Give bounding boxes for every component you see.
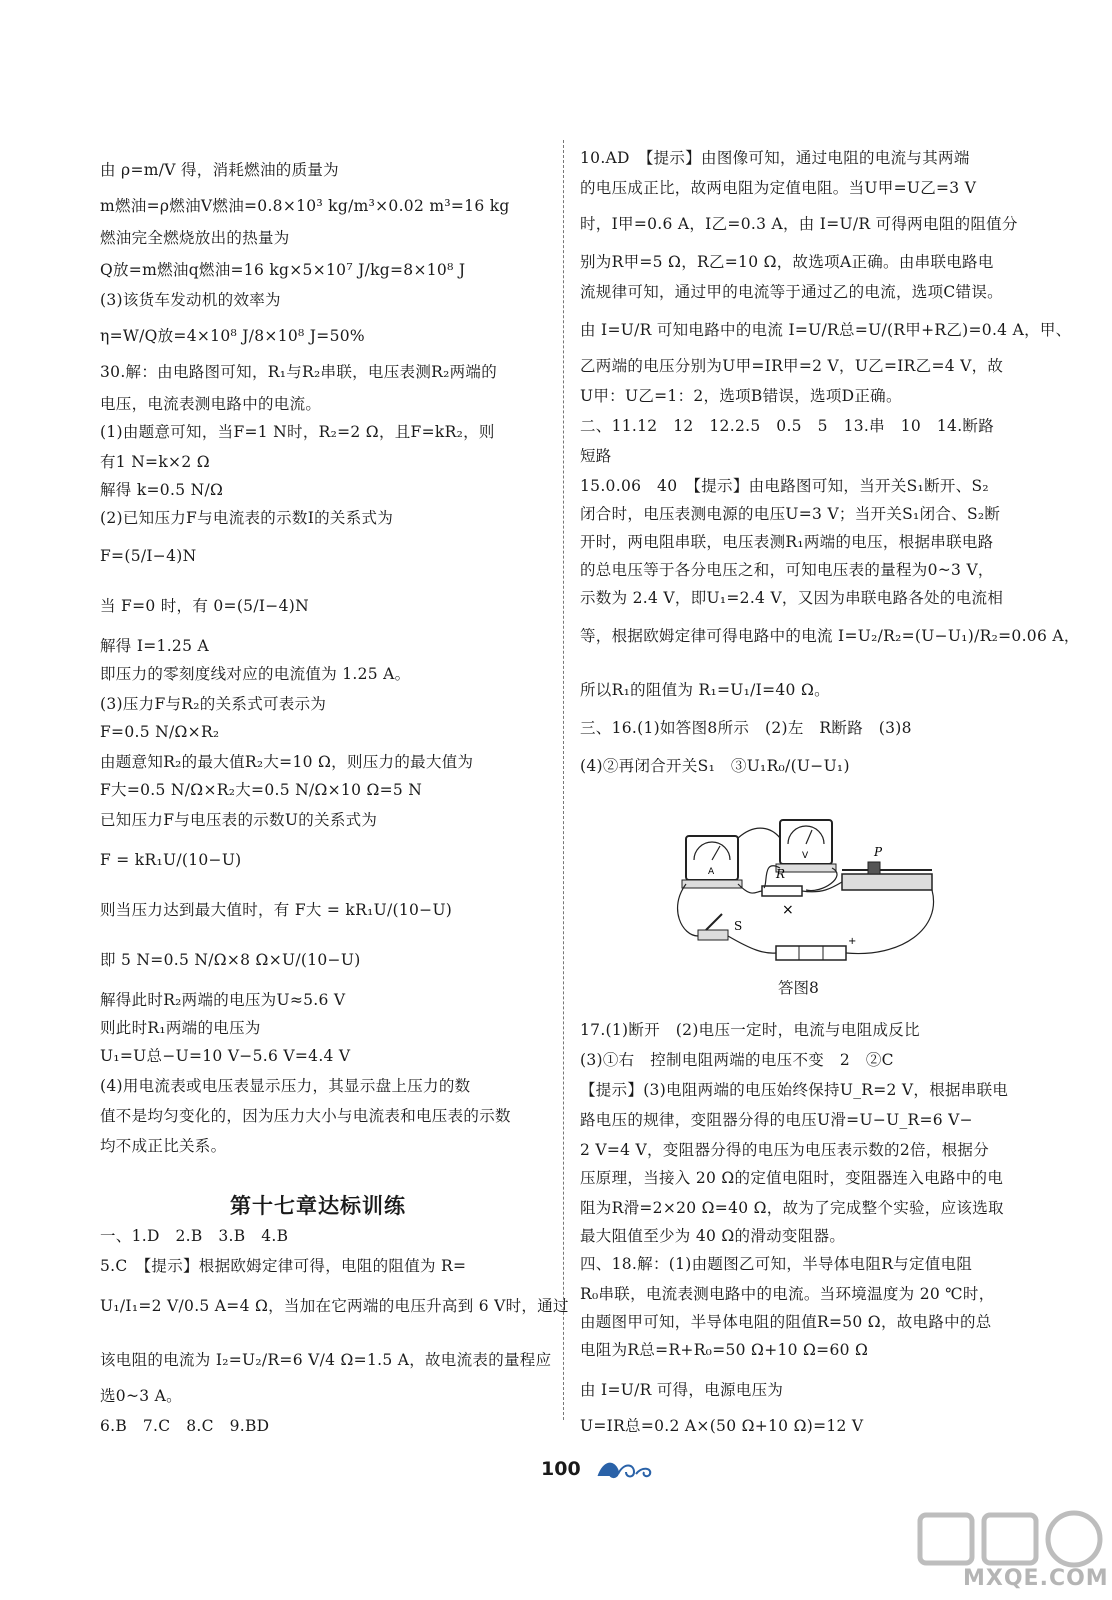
chapter-heading: 第十七章达标训练 [230,1194,406,1218]
right-text-line: (3)①右 控制电阻两端的电压不变 2 ②C [580,1051,894,1069]
right-text-line: U=IR总=0.2 A×(50 Ω+10 Ω)=12 V [580,1417,864,1435]
left-text-line: η=W/Q放=4×10⁸ J/8×10⁸ J=50% [100,327,365,345]
right-text-line: 由 I=U/R 可得，电源电压为 [580,1381,784,1399]
left-text-line: (3)压力F与R₂的关系式可表示为 [100,695,327,713]
left-text-line: m燃油=ρ燃油V燃油=0.8×10³ kg/m³×0.02 m³=16 kg [100,197,510,215]
voltmeter-label: V [802,851,809,861]
right-text-line: R₀串联，电流表测电路中的电流。当环境温度为 20 ℃时， [580,1285,995,1303]
left-text-line: 已知压力F与电压表的示数U的关系式为 [100,811,378,829]
right-text-line: 所以R₁的阻值为 R₁=U₁/I=40 Ω。 [580,681,830,699]
figure-caption: 答图8 [778,979,819,997]
left-text-line: 均不成正比关系。 [100,1137,227,1155]
left-text-line: 即 5 N=0.5 N/Ω×8 Ω×U/(10−U) [100,951,361,969]
right-text-line: 等，根据欧姆定律可得电路中的电流 I=U₂/R₂=(U−U₁)/R₂=0.06 A， [580,627,1080,645]
right-text-line: 流规律可知，通过甲的电流等于通过乙的电流，选项C错误。 [580,283,1003,301]
left-text-line: 解得 k=0.5 N/Ω [100,481,224,499]
right-text-line: 闭合时，电压表测电源的电压U=3 V；当开关S₁闭合、S₂断 [580,505,1001,523]
right-text-line: 四、18.解：(1)由题图乙可知，半导体电阻R与定值电阻 [580,1255,973,1273]
left-text-line: 电压，电流表测电路中的电流。 [100,395,322,413]
right-text-line: 短路 [580,447,612,465]
circuit-figure [672,818,952,968]
right-text-line: 开时，两电阻串联，电压表测R₁两端的电压，根据串联电路 [580,533,994,551]
left-text-line: F=0.5 N/Ω×R₂ [100,723,220,741]
ammeter-label: A [708,867,715,877]
left-text-line: 解得此时R₂两端的电压为U≈5.6 V [100,991,346,1009]
left-text-line: 则当压力达到最大值时，有 F大 = kR₁U/(10−U) [100,901,453,919]
right-text-line: U甲：U乙=1：2，选项B错误，选项D正确。 [580,387,902,405]
column-divider [563,140,564,1420]
page-number: 100 [541,1458,581,1480]
right-text-line: 的电压成正比，故两电阻为定值电阻。当U甲=U乙=3 V [580,179,977,197]
right-text-line: 压原理，当接入 20 Ω的定值电阻时，变阻器连入电路中的电 [580,1169,1004,1187]
left-text-line: 值不是均匀变化的，因为压力大小与电流表和电压表的示数 [100,1107,511,1125]
svg-text:×: × [782,902,794,918]
left-text-line: 则此时R₁两端的电压为 [100,1019,261,1037]
right-text-line: 路电压的规律，变阻器分得的电压U滑=U−U_R=6 V− [580,1111,973,1129]
right-text-line: 的总电压等于各分电压之和，可知电压表的量程为0~3 V， [580,561,994,579]
right-text-line: 别为R甲=5 Ω，R乙=10 Ω，故选项A正确。由串联电路电 [580,253,994,271]
left-text-line: 5.C 【提示】根据欧姆定律可得，电阻的阻值为 R= [100,1257,467,1275]
left-text-line: F = kR₁U/(10−U) [100,851,242,869]
right-text-line: 15.0.06 40 【提示】由电路图可知，当开关S₁断开、S₂ [580,477,989,495]
right-text-line: 示数为 2.4 V，即U₁=2.4 V，又因为串联电路各处的电流相 [580,589,1004,607]
right-text-line: (4)②再闭合开关S₁ ③U₁R₀/(U−U₁) [580,757,850,775]
right-text-line: 17.(1)断开 (2)电压一定时，电流与电阻成反比 [580,1021,920,1039]
right-text-line: 由 I=U/R 可知电路中的电流 I=U/R总=U/(R甲+R乙)=0.4 A，甲、 [580,321,1072,339]
left-text-line: U₁/I₁=2 V/0.5 A=4 Ω，当加在它两端的电压升高到 6 V时，通过 [100,1297,569,1315]
resistor-label: R [776,867,786,881]
left-text-line: 6.B 7.C 8.C 9.BD [100,1417,270,1435]
right-text-line: 二、11.12 12 12.2.5 0.5 5 13.串 10 14.断路 [580,417,995,435]
left-text-line: 30.解：由电路图可知，R₁与R₂串联，电压表测R₂两端的 [100,363,498,381]
left-text-line: (4)用电流表或电压表显示压力，其显示盘上压力的数 [100,1077,471,1095]
right-text-line: 电阻为R总=R+R₀=50 Ω+10 Ω=60 Ω [580,1341,869,1359]
right-text-line: 最大阻值至少为 40 Ω的滑动变阻器。 [580,1227,846,1245]
switch-label: S [734,919,743,933]
right-text-line: 时，I甲=0.6 A，I乙=0.3 A，由 I=U/R 可得两电阻的阻值分 [580,215,1018,233]
right-text-line: 10.AD 【提示】由图像可知，通过电阻的电流与其两端 [580,149,970,167]
right-text-line: 由题图甲可知，半导体电阻的阻值R=50 Ω，故电路中的总 [580,1313,992,1331]
left-text-line: Q放=m燃油q燃油=16 kg×5×10⁷ J/kg=8×10⁸ J [100,261,466,279]
left-text-line: (3)该货车发动机的效率为 [100,291,281,309]
svg-text:+: + [848,936,857,947]
left-text-line: 当 F=0 时，有 0=(5/I−4)N [100,597,309,615]
left-text-line: 选0~3 A。 [100,1387,182,1405]
left-text-line: 该电阻的电流为 I₂=U₂/R=6 V/4 Ω=1.5 A，故电流表的量程应 [100,1351,552,1369]
left-text-line: 即压力的零刻度线对应的电流值为 1.25 A。 [100,665,411,683]
slider-label: P [874,845,883,859]
left-text-line: 由 ρ=m/V 得，消耗燃油的质量为 [100,161,339,179]
right-text-line: 乙两端的电压分别为U甲=IR甲=2 V，U乙=IR乙=4 V，故 [580,357,1004,375]
page-ornament-icon [594,1456,658,1482]
left-text-line: 解得 I=1.25 A [100,637,209,655]
left-text-line: (1)由题意可知，当F=1 N时，R₂=2 Ω，且F=kR₂，则 [100,423,495,441]
left-text-line: 一、1.D 2.B 3.B 4.B [100,1227,289,1245]
left-text-line: U₁=U总−U=10 V−5.6 V=4.4 V [100,1047,351,1065]
left-text-line: 有1 N=k×2 Ω [100,453,210,471]
left-text-line: F大=0.5 N/Ω×R₂大=0.5 N/Ω×10 Ω=5 N [100,781,423,799]
left-text-line: 燃油完全燃烧放出的热量为 [100,229,290,247]
watermark-text: MXQE.COM [963,1566,1109,1591]
left-text-line: (2)已知压力F与电流表的示数I的关系式为 [100,509,394,527]
right-text-line: 阻为R滑=2×20 Ω=40 Ω，故为了完成整个实验，应该选取 [580,1199,1004,1217]
left-text-line: F=(5/I−4)N [100,547,197,565]
right-text-line: 三、16.(1)如答图8所示 (2)左 R断路 (3)8 [580,719,912,737]
right-text-line: 【提示】(3)电阻两端的电压始终保持U_R=2 V，根据串联电 [580,1081,1009,1099]
right-text-line: 2 V=4 V，变阻器分得的电压为电压表示数的2倍，根据分 [580,1141,990,1159]
left-text-line: 由题意知R₂的最大值R₂大=10 Ω，则压力的最大值为 [100,753,474,771]
